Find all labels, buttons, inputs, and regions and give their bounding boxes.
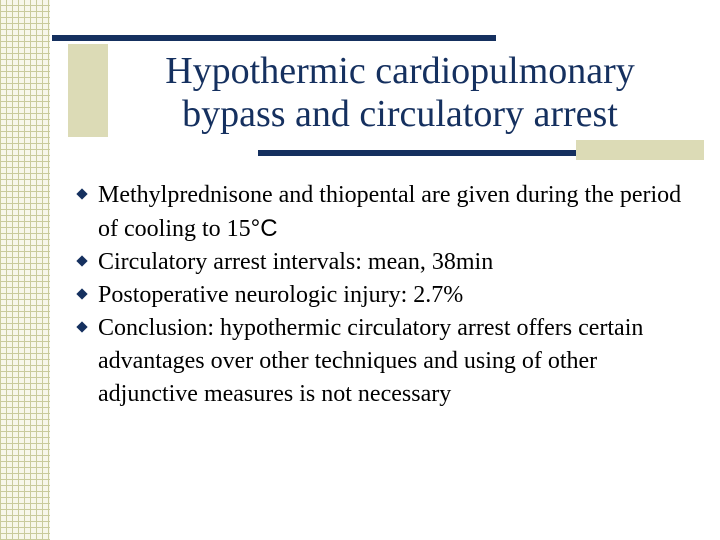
bullet-list	[78, 179, 698, 411]
bullet-item	[78, 246, 698, 279]
diamond-bullet-icon	[76, 255, 87, 266]
slide-title	[122, 50, 678, 136]
diamond-bullet-icon	[76, 321, 87, 332]
title-accent-block	[68, 44, 108, 137]
rule-accent-block	[576, 140, 704, 160]
degree-celsius-unit: °C	[250, 215, 278, 242]
title-top-rule	[52, 35, 496, 41]
bullet-text: Circulatory arrest intervals: mean, 38min	[98, 249, 494, 275]
title-line-2: bypass and circulatory arrest	[182, 93, 618, 135]
diamond-bullet-icon	[76, 188, 87, 199]
bullet-text: Methylprednisone and thiopental are given during the period of cooling to 15	[98, 182, 682, 242]
bullet-item	[78, 179, 698, 246]
diamond-bullet-icon	[76, 288, 87, 299]
decorative-grid-strip	[0, 0, 50, 540]
bullet-item	[78, 312, 698, 411]
bullet-text: Postoperative neurologic injury: 2.7%	[98, 282, 464, 308]
bullet-text: Conclusion: hypothermic circulatory arrest offers certain advantages over other techniques and using of other adjunctive measures is not necessary	[98, 315, 644, 407]
title-line-1: Hypothermic cardiopulmonary	[165, 50, 635, 92]
bullet-item	[78, 279, 698, 312]
